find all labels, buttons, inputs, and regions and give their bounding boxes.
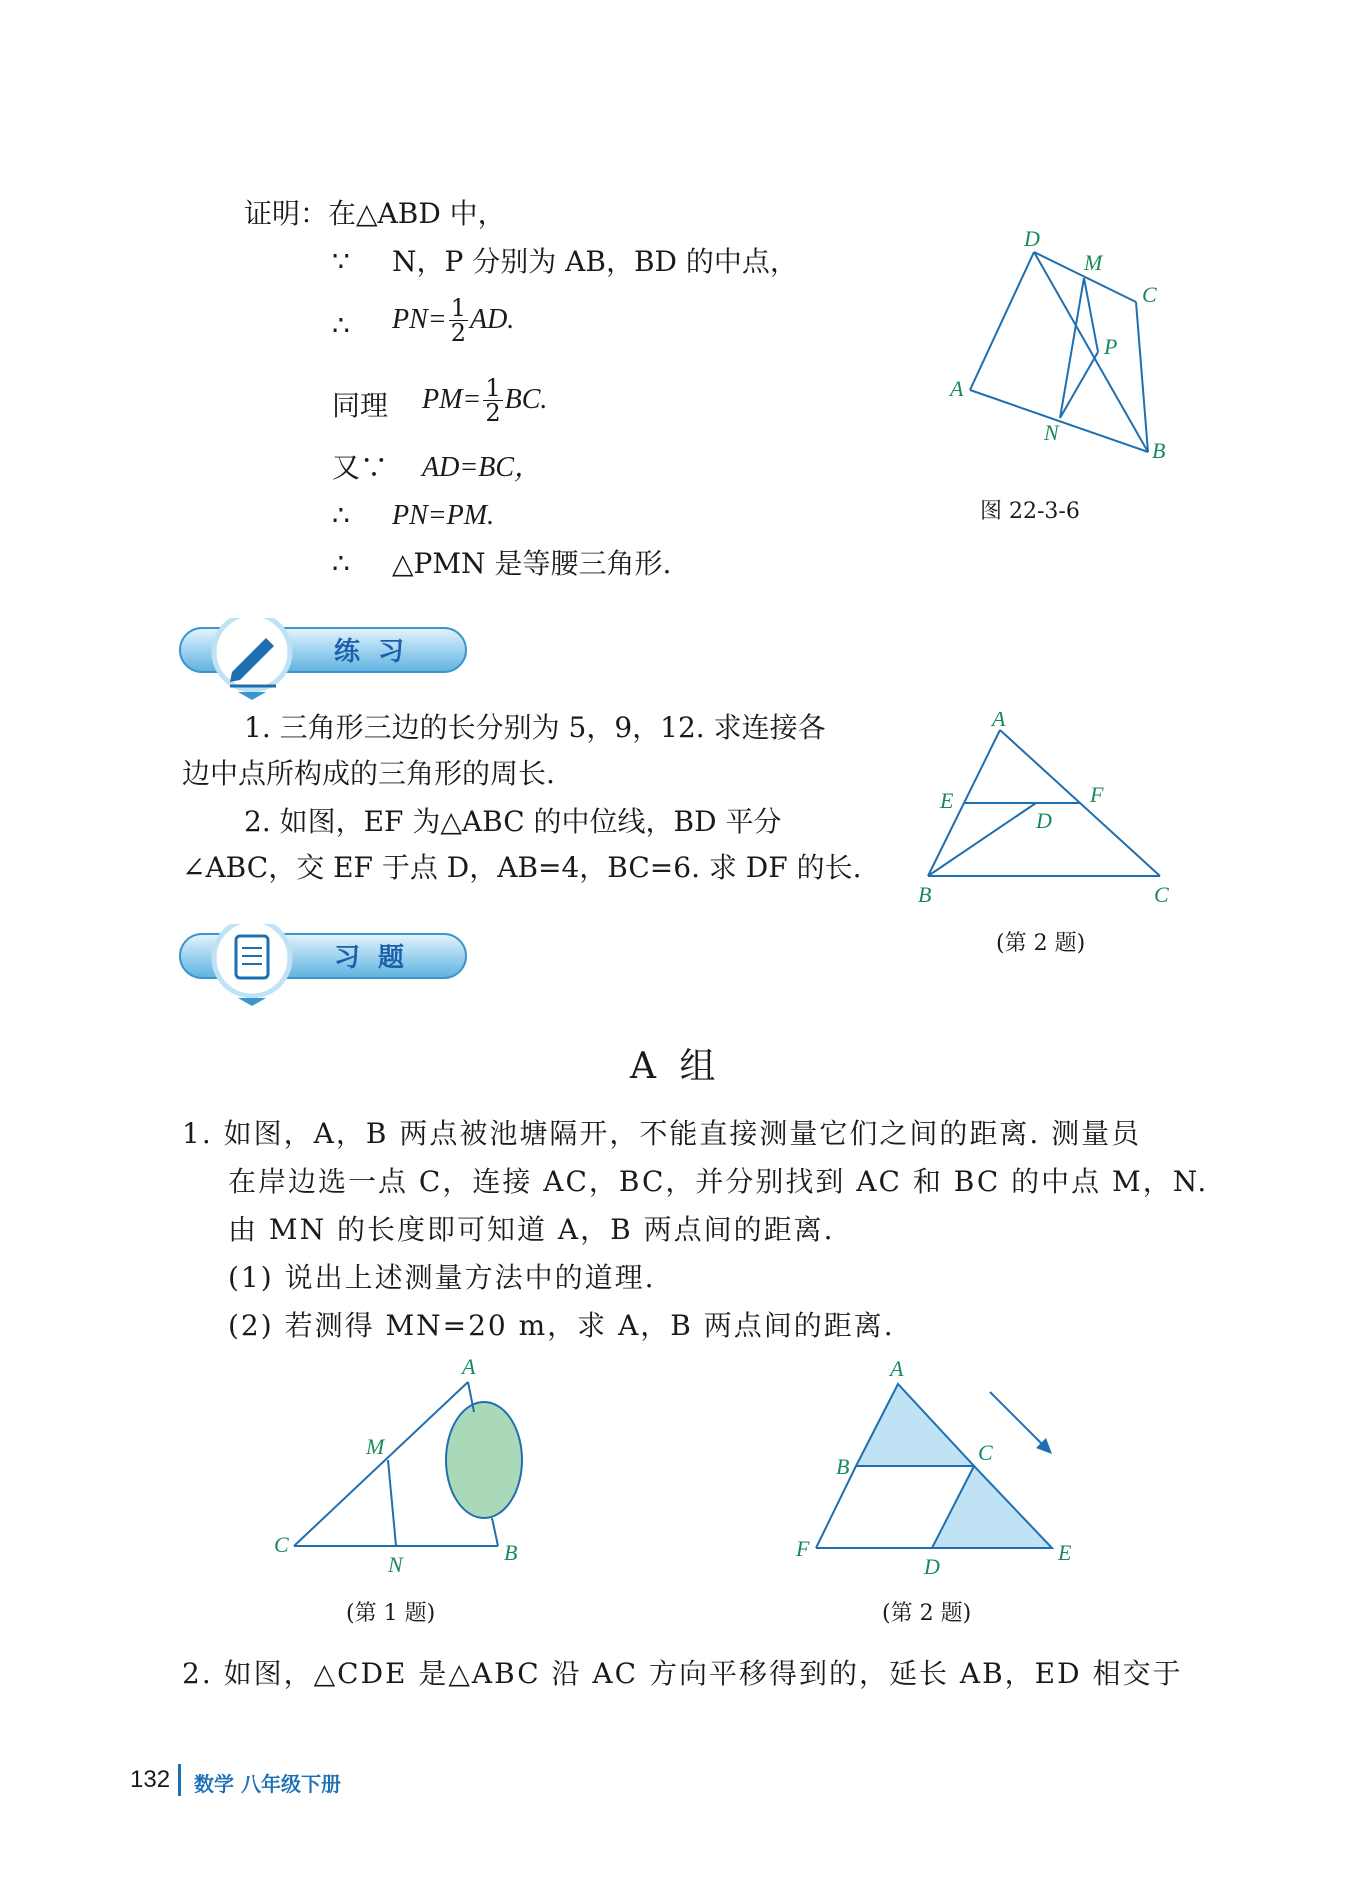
- label-B: B: [836, 1454, 850, 1479]
- exercise-figure-1: [260, 1350, 560, 1580]
- chevron-down-icon: [238, 998, 266, 1006]
- proof-similarly: 同理: [332, 389, 389, 422]
- segment-CB: [1136, 302, 1148, 452]
- segment-pond-B: [492, 1518, 498, 1546]
- exercise-q1-line1: 1. 如图，A，B 两点被池塘隔开，不能直接测量它们之间的距离. 测量员: [182, 1117, 1142, 1150]
- proof-line-4-rhs: BC.: [504, 384, 548, 415]
- exercise-q1-line2: 在岸边选一点 C，连接 AC，BC，并分别找到 AC 和 BC 的中点 M，N.: [228, 1165, 1209, 1198]
- label-C: C: [978, 1440, 993, 1465]
- group-heading: A 组: [630, 1046, 722, 1087]
- exercise-figure-1-caption: (第 1 题): [346, 1601, 436, 1626]
- segment-BD: [928, 803, 1036, 876]
- label-E: E: [940, 788, 954, 813]
- triangle-ABC: [856, 1384, 974, 1466]
- proof-therefore-1: ∴: [332, 309, 350, 342]
- exercise-figure-2: [790, 1350, 1090, 1580]
- practice-title: 练习: [334, 637, 423, 667]
- label-P: P: [1104, 334, 1118, 359]
- practice-q1-line2: 边中点所构成的三角形的周长.: [182, 757, 555, 790]
- proof-line-1: 证明：在△ABD 中，: [244, 197, 506, 230]
- exercises-title: 习题: [334, 943, 423, 973]
- fraction-half-2: [483, 376, 502, 425]
- segment-DA: [970, 252, 1034, 390]
- label-A: A: [992, 712, 1006, 731]
- label-D: D: [924, 1554, 940, 1579]
- proof-line-7: △PMN 是等腰三角形.: [392, 547, 672, 580]
- exercise-q1-part1: (1) 说出上述测量方法中的道理.: [228, 1261, 656, 1294]
- proof-line-4: [422, 376, 547, 425]
- exercise-q2-line1: 2. 如图，△CDE 是△ABC 沿 AC 方向平移得到的，延长 AB，ED 相交于: [182, 1657, 1183, 1690]
- segment-MP: [1084, 278, 1098, 352]
- direction-arrow: [990, 1392, 1044, 1446]
- chevron-down-icon: [238, 692, 266, 700]
- exercise-q1-line3: 由 MN 的长度即可知道 A，B 两点间的距离.: [228, 1213, 835, 1246]
- fraction-denominator: 2: [450, 319, 466, 347]
- proof-line-3: [392, 296, 514, 345]
- practice-banner: [176, 618, 476, 704]
- figure-caption-22-3-6: 图 22-3-6: [980, 499, 1080, 524]
- label-M: M: [366, 1434, 385, 1459]
- proof-line-2: N，P 分别为 AB，BD 的中点，: [392, 245, 798, 278]
- label-B: B: [918, 882, 932, 907]
- label-M: M: [1084, 250, 1103, 275]
- fraction-numerator: 1: [450, 294, 466, 322]
- exercises-banner: [176, 924, 476, 1010]
- figure-22-3-6: [940, 220, 1180, 480]
- proof-line-4-lhs: PM=: [422, 384, 482, 415]
- exercise-figure-2-caption: (第 2 题): [882, 1601, 972, 1626]
- proof-line-6: PN=PM.: [392, 500, 495, 531]
- label-B: B: [504, 1540, 518, 1565]
- proof-line-5: AD=BC，: [422, 452, 542, 483]
- label-F: F: [1090, 782, 1104, 807]
- proof-also-because: 又∵: [332, 451, 389, 484]
- practice-q2-line1: 2. 如图，EF 为△ABC 的中位线，BD 平分: [244, 805, 782, 838]
- label-A: A: [950, 376, 964, 401]
- page-number: 132: [130, 1766, 171, 1793]
- label-C: C: [1154, 882, 1169, 907]
- label-A: A: [890, 1356, 904, 1381]
- proof-therefore-3: ∴: [332, 547, 350, 580]
- fraction-half: [449, 296, 468, 345]
- exercise-q1-part2: (2) 若测得 MN=20 m，求 A，B 两点间的距离.: [228, 1309, 895, 1342]
- book-title: 数学 八年级下册: [194, 1772, 341, 1796]
- practice-figure-caption: (第 2 题): [996, 931, 1086, 956]
- fraction-denominator-2: 2: [485, 399, 501, 427]
- footer-divider: [178, 1764, 181, 1796]
- fraction-numerator-2: 1: [485, 374, 501, 402]
- proof-line-3-rhs: AD.: [469, 304, 515, 335]
- label-C: C: [1142, 282, 1157, 307]
- label-N: N: [388, 1552, 403, 1577]
- label-F: F: [796, 1536, 810, 1561]
- proof-because-1: ∵: [332, 245, 350, 278]
- segment-AC: [294, 1382, 468, 1546]
- label-B: B: [1152, 438, 1166, 463]
- label-D: D: [1024, 226, 1040, 251]
- triangle-CDE: [932, 1466, 1052, 1548]
- segment-MN: [388, 1460, 396, 1546]
- practice-q1-line1: 1. 三角形三边的长分别为 5，9，12. 求连接各: [244, 711, 826, 744]
- proof-therefore-2: ∴: [332, 499, 350, 532]
- label-E: E: [1058, 1540, 1072, 1565]
- segment-AB: [970, 390, 1148, 452]
- label-A: A: [462, 1354, 476, 1379]
- proof-line-3-lhs: PN=: [392, 304, 447, 335]
- label-D: D: [1036, 808, 1052, 833]
- practice-figure: [910, 712, 1180, 912]
- practice-q2-line2: ∠ABC，交 EF 于点 D，AB=4，BC=6. 求 DF 的长.: [182, 851, 862, 884]
- label-N: N: [1044, 420, 1059, 445]
- label-C: C: [274, 1532, 289, 1557]
- pond: [446, 1402, 522, 1518]
